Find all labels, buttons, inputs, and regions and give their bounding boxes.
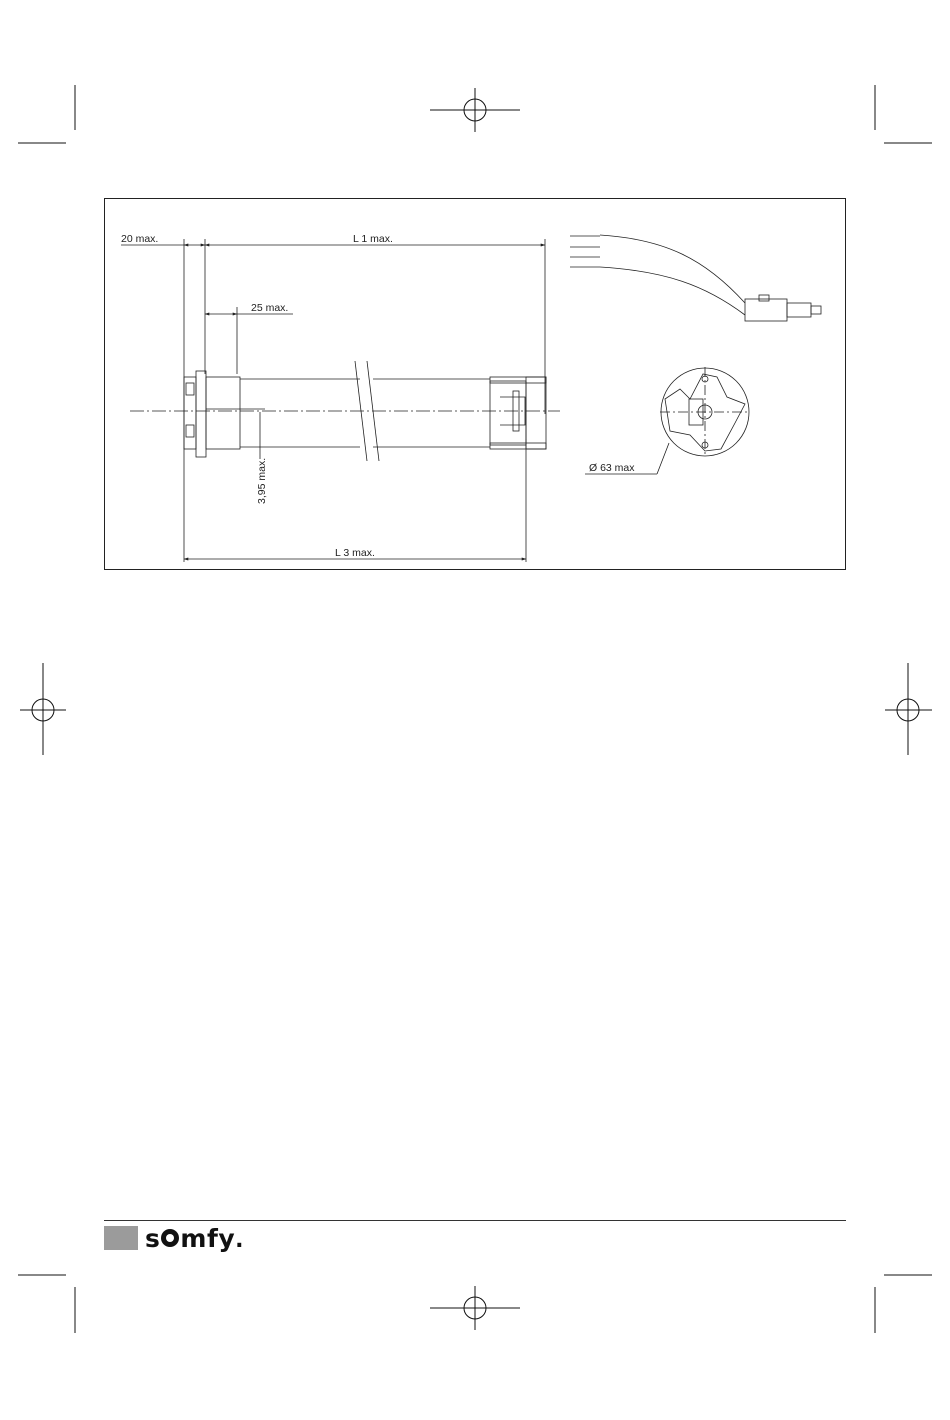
- footer-color-swatch: [104, 1226, 138, 1250]
- label-395max: 3,95 max.: [256, 457, 268, 504]
- connector-plug: [787, 303, 811, 317]
- brand-logo-text-start: s: [145, 1224, 161, 1253]
- footer-rule: [104, 1220, 846, 1221]
- head-notch-top: [186, 383, 194, 395]
- motor-drawing-svg: [105, 199, 847, 571]
- brand-logo-dot: .: [235, 1228, 244, 1253]
- technical-drawing: [104, 198, 846, 570]
- connector-tip: [811, 306, 821, 314]
- connector-body: [745, 299, 787, 321]
- registration-target-bottom: [430, 1286, 520, 1330]
- cable-wires: [570, 236, 600, 267]
- diameter-leader-slant: [657, 443, 669, 474]
- label-L1max: L 1 max.: [353, 233, 393, 245]
- registration-target-right: [885, 663, 932, 755]
- drive-crown: [526, 377, 546, 449]
- drive-ring-bottom: [490, 443, 546, 449]
- head-notch-bottom: [186, 425, 194, 437]
- label-20max: 20 max.: [121, 233, 159, 245]
- drive-ring-top: [490, 377, 546, 383]
- label-L3max: L 3 max.: [335, 547, 375, 559]
- label-diameter: Ø 63 max: [589, 462, 635, 474]
- label-25max: 25 max.: [251, 302, 289, 314]
- brand-logo-text-end: mfy: [180, 1224, 236, 1253]
- connector-latch: [759, 295, 769, 301]
- registration-target-top: [430, 88, 520, 132]
- brand-logo: [145, 1224, 244, 1254]
- head-collar: [206, 377, 240, 449]
- brand-logo-o-icon: [161, 1229, 179, 1247]
- end-view: [660, 367, 750, 457]
- drive-body: [490, 381, 526, 445]
- cable-outline-bottom: [600, 267, 745, 315]
- head-flange: [196, 371, 206, 457]
- registration-target-left: [20, 663, 66, 755]
